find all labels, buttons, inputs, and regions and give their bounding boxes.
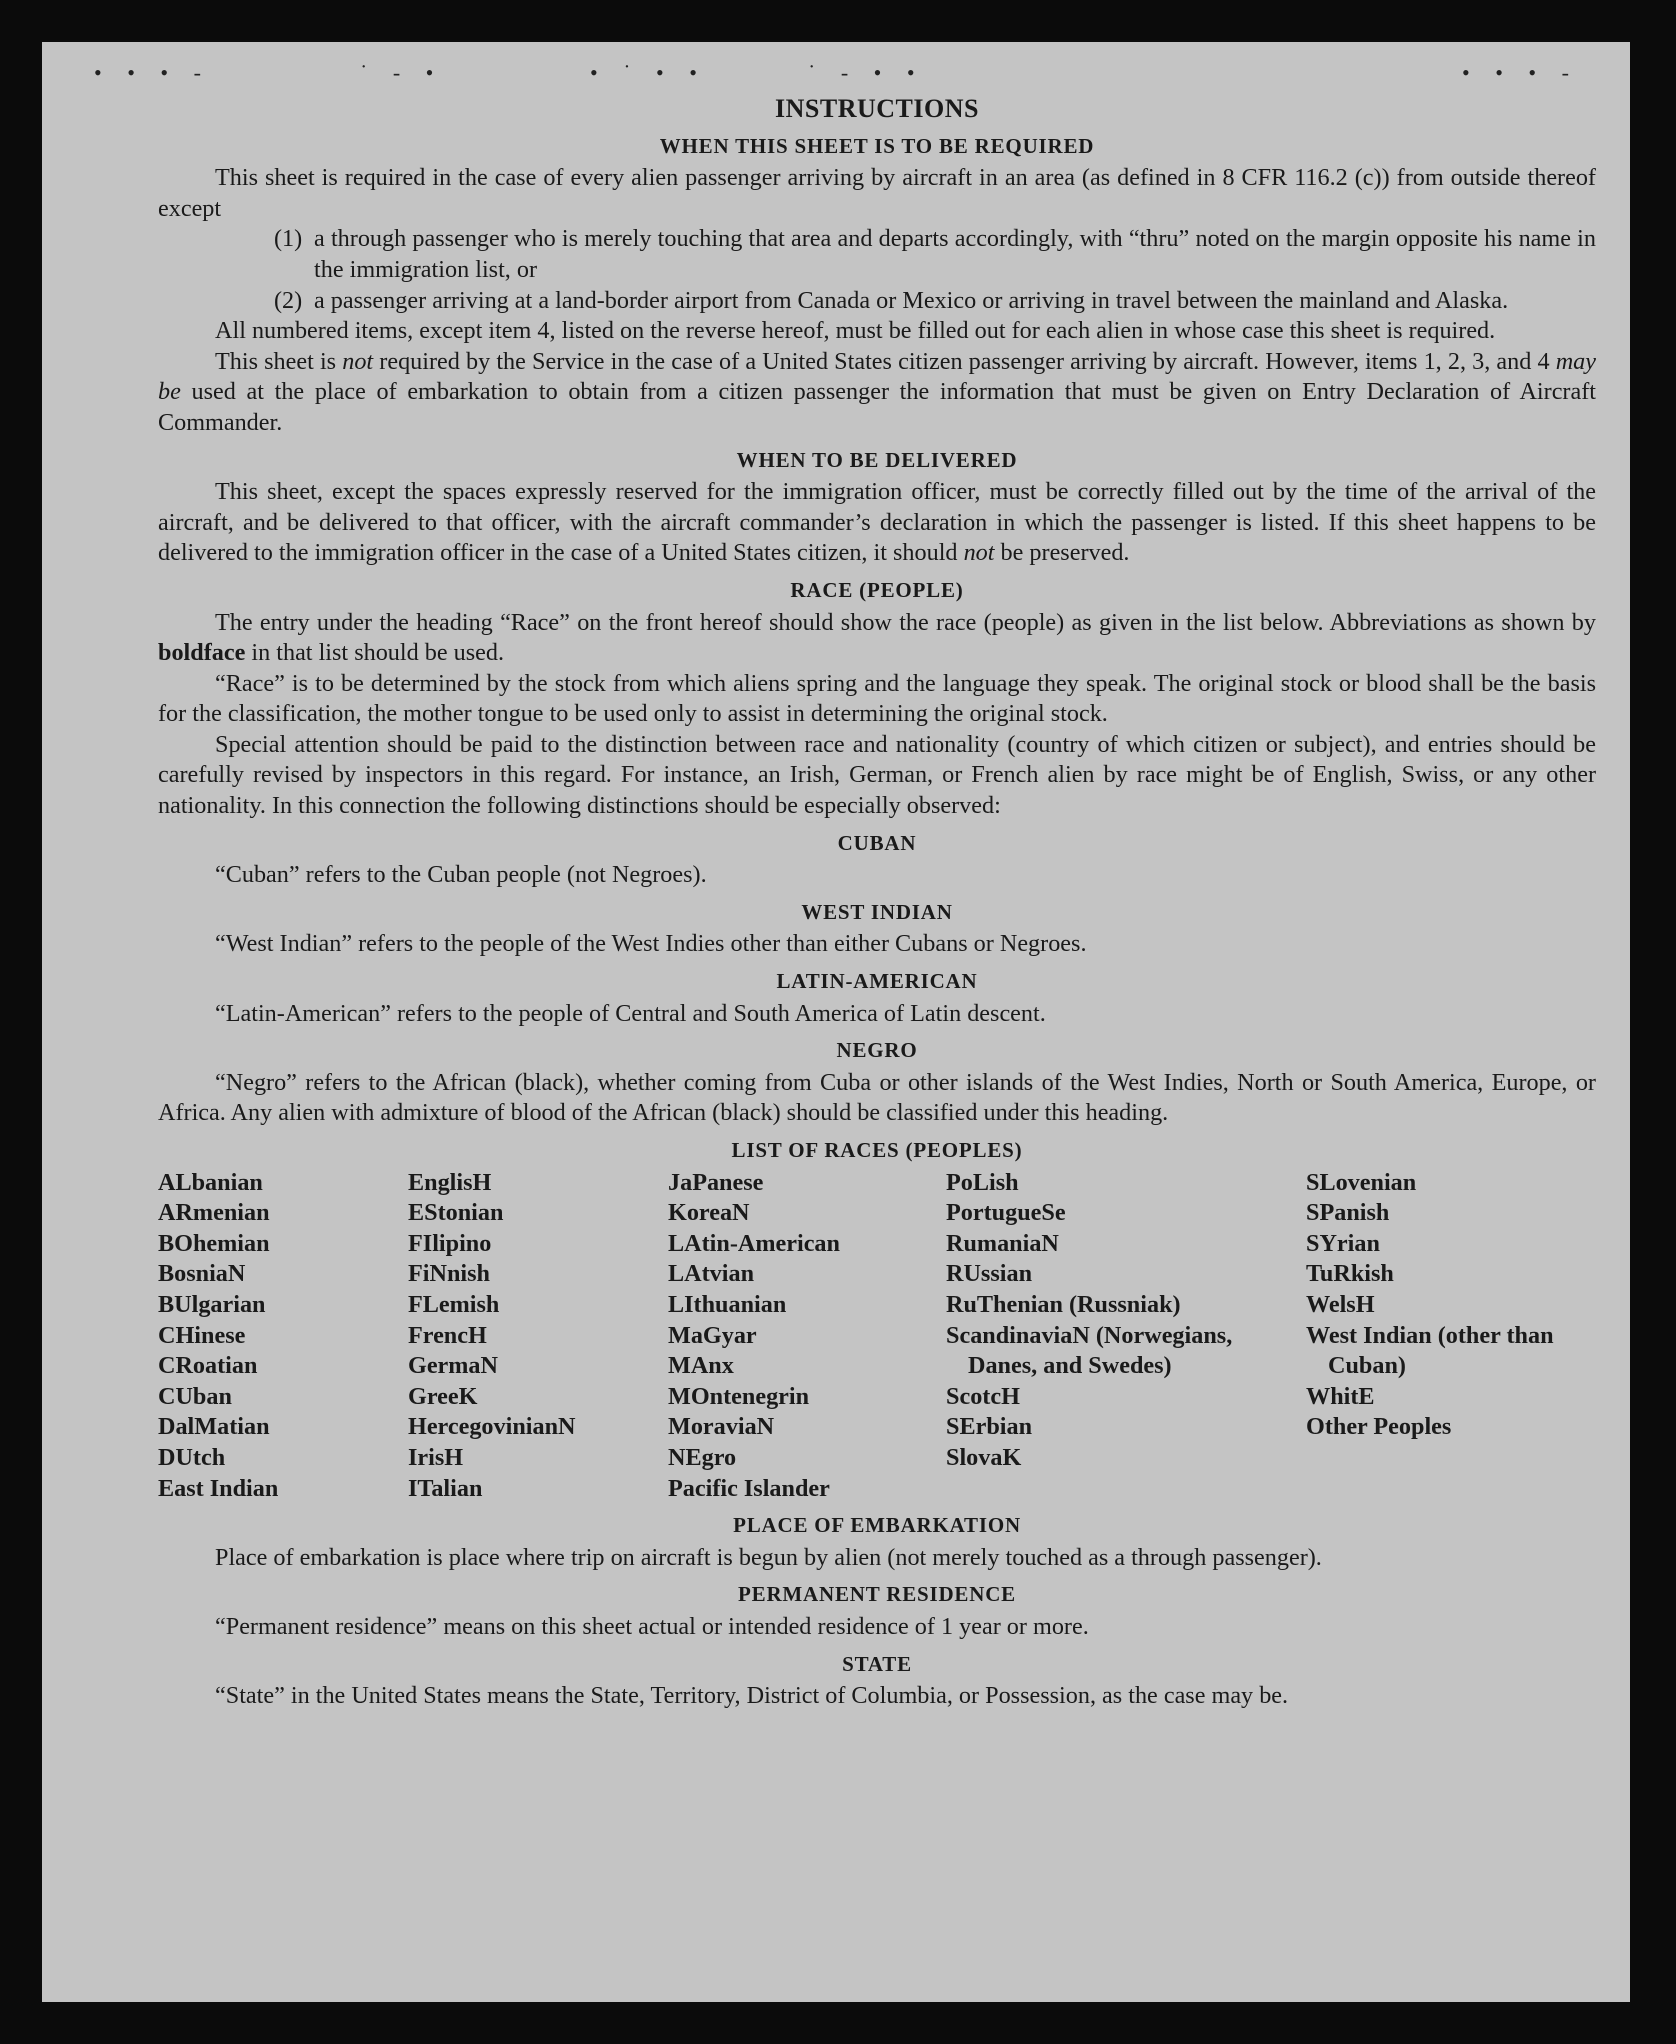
west-indian-definition: “West Indian” refers to the people of the West Indies other than either Cubans or Negroes. bbox=[215, 930, 1087, 958]
race-item: CRoatian bbox=[158, 1352, 258, 1380]
race-item: West Indian (other than Cuban) bbox=[1306, 1321, 1554, 1380]
race-item: LIthuanian bbox=[668, 1290, 787, 1318]
heading-race: RACE (PEOPLE) bbox=[790, 577, 964, 602]
race-item: ScandinaviaN (Norwegians, Danes, and Swedes) bbox=[946, 1321, 1233, 1380]
citizen-paragraph: This sheet is not required by the Service in the case of a United States citizen passenger arriving by aircraft. However, items 1, 2, 3, and 4 may be used at the place of embarkation to obtain from a citizen passenger the information that must be given on Entry Declaration of Aircraft Commander. bbox=[158, 347, 1596, 436]
races-column-2 bbox=[408, 1168, 668, 1505]
race-item: CHinese bbox=[158, 1321, 246, 1349]
race-item: ScotcH bbox=[946, 1382, 1020, 1410]
when-delivered-paragraph: This sheet, except the spaces expressly reserved for the immigration officer, must be correctly filled out by the time of the arrival of the aircraft, and be delivered to that officer, with the aircraft commander’s declaration in which the passenger is listed. If this sheet happens to be delivered to the immigration officer in the case of a United States citizen, it should not be preserved. bbox=[158, 478, 1596, 567]
race-item: DalMatian bbox=[158, 1413, 270, 1441]
race-item: SPanish bbox=[1306, 1199, 1390, 1227]
race-paragraph-1: The entry under the heading “Race” on the front hereof should show the race (people) as given in the list below. Abbreviations as shown by boldface in that list should be used. bbox=[158, 608, 1596, 667]
race-item: TuRkish bbox=[1306, 1260, 1394, 1288]
race-item: JaPanese bbox=[668, 1168, 764, 1196]
race-item: PortugueSe bbox=[946, 1199, 1066, 1227]
race-item: EStonian bbox=[408, 1199, 504, 1227]
instructions-content bbox=[158, 94, 1596, 1712]
race-item: MOntenegrin bbox=[668, 1382, 810, 1410]
race-item: GermaN bbox=[408, 1352, 498, 1380]
cuban-definition: “Cuban” refers to the Cuban people (not Negroes). bbox=[215, 861, 707, 889]
heading-west-indian: WEST INDIAN bbox=[801, 899, 953, 924]
race-paragraph-2: “Race” is to be determined by the stock from which aliens spring and the language they speak. The original stock or blood shall be the basis for the classification, the mother tongue to be used only to assist in determining the original stock. bbox=[158, 669, 1596, 728]
heading-when-delivered: WHEN TO BE DELIVERED bbox=[736, 447, 1018, 472]
heading-when-required: WHEN THIS SHEET IS TO BE REQUIRED bbox=[659, 133, 1095, 158]
race-item: SLovenian bbox=[1306, 1168, 1417, 1196]
race-item: EnglisH bbox=[408, 1168, 492, 1196]
race-item: FLemish bbox=[408, 1290, 500, 1318]
negro-definition: “Negro” refers to the African (black), whether coming from Cuba or other islands of the West Indies, North or South America, Europe, or Africa. Any alien with admixture of blood of the African (black) should be classified under this heading. bbox=[158, 1068, 1596, 1127]
latin-american-definition: “Latin-American” refers to the people of Central and South America of Latin descent. bbox=[215, 999, 1046, 1027]
race-item: LAtin-American bbox=[668, 1229, 840, 1257]
races-column-3 bbox=[668, 1168, 946, 1505]
heading-permanent-residence: PERMANENT RESIDENCE bbox=[738, 1582, 1016, 1607]
race-item: FrencH bbox=[408, 1321, 487, 1349]
race-item: MoraviaN bbox=[668, 1413, 775, 1441]
punch-hole-marks: • • • ‐ ˙ ‐ • • ˙ • • ˙ ‐ • • • • • ‐ bbox=[94, 60, 1579, 85]
heading-state: STATE bbox=[842, 1651, 912, 1676]
race-item: DUtch bbox=[158, 1443, 226, 1471]
numbered-items-paragraph: All numbered items, except item 4, listed on the reverse hereof, must be filled out for each alien in whose case this sheet is required. bbox=[215, 317, 1496, 345]
race-item: KoreaN bbox=[668, 1199, 750, 1227]
race-item: RumaniaN bbox=[946, 1229, 1059, 1257]
race-item: FIlipino bbox=[408, 1229, 492, 1257]
race-item: NEgro bbox=[668, 1443, 737, 1471]
race-item: RUssian bbox=[946, 1260, 1033, 1288]
race-item: East Indian bbox=[158, 1474, 279, 1502]
race-item: GreeK bbox=[408, 1382, 478, 1410]
race-item: WelsH bbox=[1306, 1290, 1375, 1318]
race-item: ITalian bbox=[408, 1474, 483, 1502]
race-item: FiNnish bbox=[408, 1260, 490, 1288]
race-item: PoLish bbox=[946, 1168, 1019, 1196]
race-item: MaGyar bbox=[668, 1321, 757, 1349]
race-item: Pacific Islander bbox=[668, 1474, 830, 1502]
race-item: SErbian bbox=[946, 1413, 1033, 1441]
races-column-5 bbox=[1306, 1168, 1596, 1505]
race-item: MAnx bbox=[668, 1352, 734, 1380]
heading-list-of-races: LIST OF RACES (PEOPLES) bbox=[731, 1138, 1023, 1162]
race-item: BOhemian bbox=[158, 1229, 270, 1257]
race-item: HercegovinianN bbox=[408, 1413, 576, 1441]
race-item: ARmenian bbox=[158, 1199, 270, 1227]
race-item: BUlgarian bbox=[158, 1290, 266, 1318]
state-definition: “State” in the United States means the State, Territory, District of Columbia, or Possession, as the case may be. bbox=[215, 1682, 1289, 1710]
heading-negro: NEGRO bbox=[836, 1038, 918, 1063]
list-of-races bbox=[158, 1168, 1596, 1505]
race-item: BosniaN bbox=[158, 1260, 246, 1288]
race-item: Other Peoples bbox=[1306, 1413, 1452, 1441]
place-of-embarkation-definition: Place of embarkation is place where trip on aircraft is begun by alien (not merely touched as a through passenger). bbox=[215, 1543, 1322, 1571]
race-item: CUban bbox=[158, 1382, 232, 1410]
race-item: SYrian bbox=[1306, 1229, 1380, 1257]
page-title: INSTRUCTIONS bbox=[775, 94, 979, 123]
permanent-residence-definition: “Permanent residence” means on this sheet actual or intended residence of 1 year or more. bbox=[215, 1612, 1089, 1640]
exception-item: (2) a passenger arriving at a land-border airport from Canada or Mexico or arriving in travel between the mainland and Alaska. bbox=[274, 286, 1509, 314]
race-item: ALbanian bbox=[158, 1168, 263, 1196]
heading-latin-american: LATIN-AMERICAN bbox=[776, 969, 978, 994]
heading-cuban: CUBAN bbox=[837, 830, 917, 855]
heading-place-of-embarkation: PLACE OF EMBARKATION bbox=[733, 1513, 1021, 1538]
race-item: SlovaK bbox=[946, 1443, 1022, 1471]
document-page bbox=[42, 42, 1630, 2002]
race-paragraph-3: Special attention should be paid to the distinction between race and nationality (country of which citizen or subject), and entries should be carefully revised by inspectors in this regard. For instance, an Irish, German, or French alien by race might be of English, Swiss, or any other nationality. In this connection the following distinctions should be especially observed: bbox=[158, 730, 1596, 820]
races-column-1 bbox=[158, 1168, 408, 1505]
exception-item: (1) a through passenger who is merely touching that area and departs accordingly, with “thru” noted on the margin opposite his name in the immigration list, or bbox=[274, 225, 1596, 283]
race-item: LAtvian bbox=[668, 1260, 755, 1288]
races-column-4 bbox=[946, 1168, 1306, 1505]
race-item: WhitE bbox=[1306, 1382, 1375, 1410]
race-item: IrisH bbox=[408, 1443, 464, 1471]
race-item: RuThenian (Russniak) bbox=[946, 1290, 1181, 1318]
when-required-intro: This sheet is required in the case of every alien passenger arriving by aircraft in an area (as defined in 8 CFR 116.2 (c)) from outside thereof except bbox=[158, 164, 1596, 222]
